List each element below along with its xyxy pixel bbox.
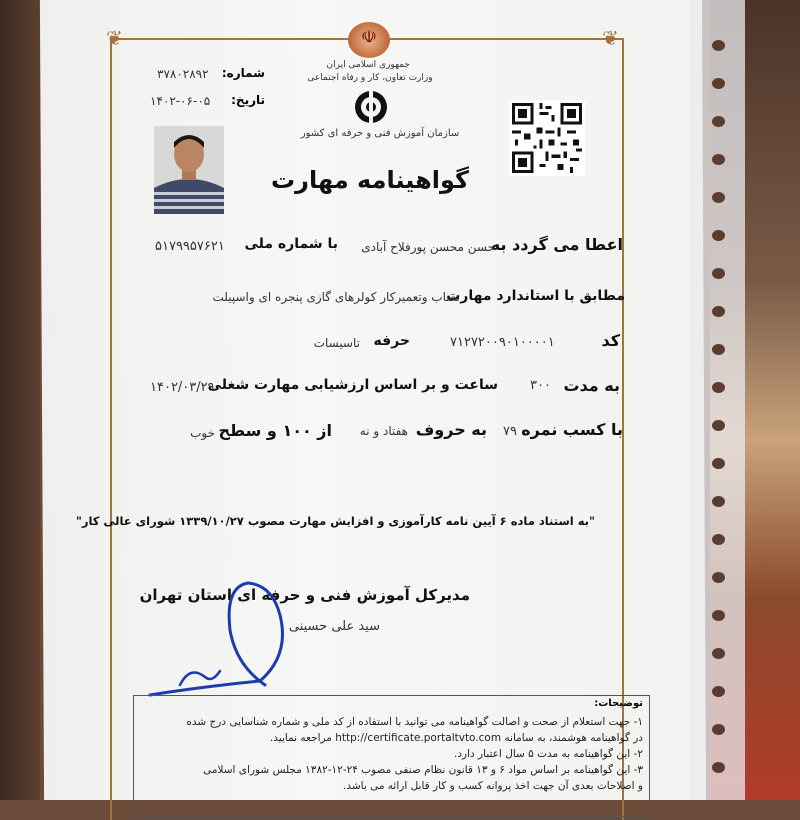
header-organization: سازمان آموزش فنی و حرفه ای کشور xyxy=(300,128,460,139)
punch-hole xyxy=(712,648,725,659)
notes-line-1: ۱- جهت استعلام از صحت و اصالت گواهینامه می توانید با استفاده از کد ملی و شماره شناسایی درج شده xyxy=(186,716,643,728)
punch-hole xyxy=(712,724,725,735)
notes-line-3: ۲- این گواهینامه به مدت ۵ سال اعتبار دارد. xyxy=(454,748,643,760)
trade-value: تاسیسات xyxy=(313,336,360,350)
punch-hole xyxy=(712,458,725,469)
iran-emblem-icon: ☫ xyxy=(348,22,390,58)
score-label: با کسب نمره xyxy=(521,420,623,439)
punch-hole xyxy=(712,382,725,393)
handwritten-signature xyxy=(140,575,300,705)
punch-hole xyxy=(712,420,725,431)
number-value: ۳۷۸۰۲۸۹۲ xyxy=(157,67,209,81)
national-id-value: ۵۱۷۹۹۵۷۶۲۱ xyxy=(155,239,225,254)
signatory-title: مدیرکل آموزش فنی و حرفه ای استان تهران xyxy=(139,586,470,604)
punch-hole xyxy=(712,230,725,241)
punch-hole xyxy=(712,78,725,89)
punch-hole xyxy=(712,116,725,127)
date-value: ۱۴۰۲-۰۶-۰۵ xyxy=(150,94,211,108)
trade-label: حرفه xyxy=(373,333,410,349)
punch-hole xyxy=(712,344,725,355)
notes-line-2: در گواهینامه هوشمند، به سامانه http://certificate.portaltvto.com مراجعه نمایید. xyxy=(269,732,643,744)
hours-label: ساعت و بر اساس ارزشیابی مهارت شغلی xyxy=(207,377,498,393)
letters-value: هفتاد و نه xyxy=(359,424,408,438)
notes-line-5: و اصلاحات بعدی آن جهت اخذ پروانه کسب و کار قابل ارائه می باشد. xyxy=(342,780,643,792)
punch-hole xyxy=(712,686,725,697)
awarded-value: حسن محسن پورفلاح آبادی xyxy=(361,240,495,254)
statute-text: "به استناد ماده ۶ آیین نامه کارآموزی و افزایش مهارت مصوب ۱۳۳۹/۱۰/۲۷ شورای عالی کار" xyxy=(75,514,595,528)
national-id-label: با شماره ملی xyxy=(244,236,338,252)
signatory-name: سید علی حسینی xyxy=(288,619,380,634)
header-ministry: وزارت تعاون، کار و رفاه اجتماعی xyxy=(307,73,433,83)
corner-ornament-right: ❦ xyxy=(602,26,619,50)
tvto-logo-icon xyxy=(348,88,394,126)
code-value: ۷۱۲۷۲۰۰۹۰۱۰۰۰۰۱ xyxy=(450,335,555,350)
background-left xyxy=(0,0,40,800)
punch-hole xyxy=(712,496,725,507)
notes-line-4: ۳- این گواهینامه بر اساس مواد ۶ و ۱۳ قانون نظام صنفی مصوب ۲۴-۱۲-۱۳۸۲ مجلس شورای اسلامی xyxy=(203,764,643,776)
punch-hole xyxy=(712,268,725,279)
standard-value: نصاب وتعمیرکار کولرهای گازی پنجره ای واسپیلت xyxy=(212,290,460,304)
punch-hole xyxy=(712,40,725,51)
standard-label: مطابق با استاندارد مهارت xyxy=(446,288,625,304)
awarded-label: اعطا می گردد به xyxy=(490,235,623,254)
level-value: خوب xyxy=(190,426,215,440)
certificate-title: گواهینامه مهارت xyxy=(271,166,469,194)
score-value: ۷۹ xyxy=(503,424,517,439)
notes-box xyxy=(133,695,650,817)
punch-hole xyxy=(712,762,725,773)
punch-hole xyxy=(712,154,725,165)
duration-value: ۳۰۰ xyxy=(530,378,551,393)
holder-photo xyxy=(154,126,224,214)
header-country: جمهوری اسلامی ایران xyxy=(326,60,410,70)
outof-label: از ۱۰۰ و سطح xyxy=(218,421,332,440)
qr-code-icon xyxy=(509,100,585,176)
punch-hole xyxy=(712,572,725,583)
punch-hole xyxy=(712,306,725,317)
punch-hole xyxy=(712,534,725,545)
eval-date-value: ۱۴۰۲/۰۳/۲۹ xyxy=(150,380,215,395)
code-label: کد xyxy=(601,331,620,350)
duration-label: به مدت xyxy=(563,376,620,395)
date-label: تاریخ: xyxy=(231,93,265,107)
notes-heading: توضیحات: xyxy=(594,698,643,709)
punch-hole xyxy=(712,610,725,621)
corner-ornament-left: ❦ xyxy=(106,26,123,50)
letters-label: به حروف xyxy=(415,420,487,439)
number-label: شماره: xyxy=(221,66,265,80)
punch-hole xyxy=(712,192,725,203)
